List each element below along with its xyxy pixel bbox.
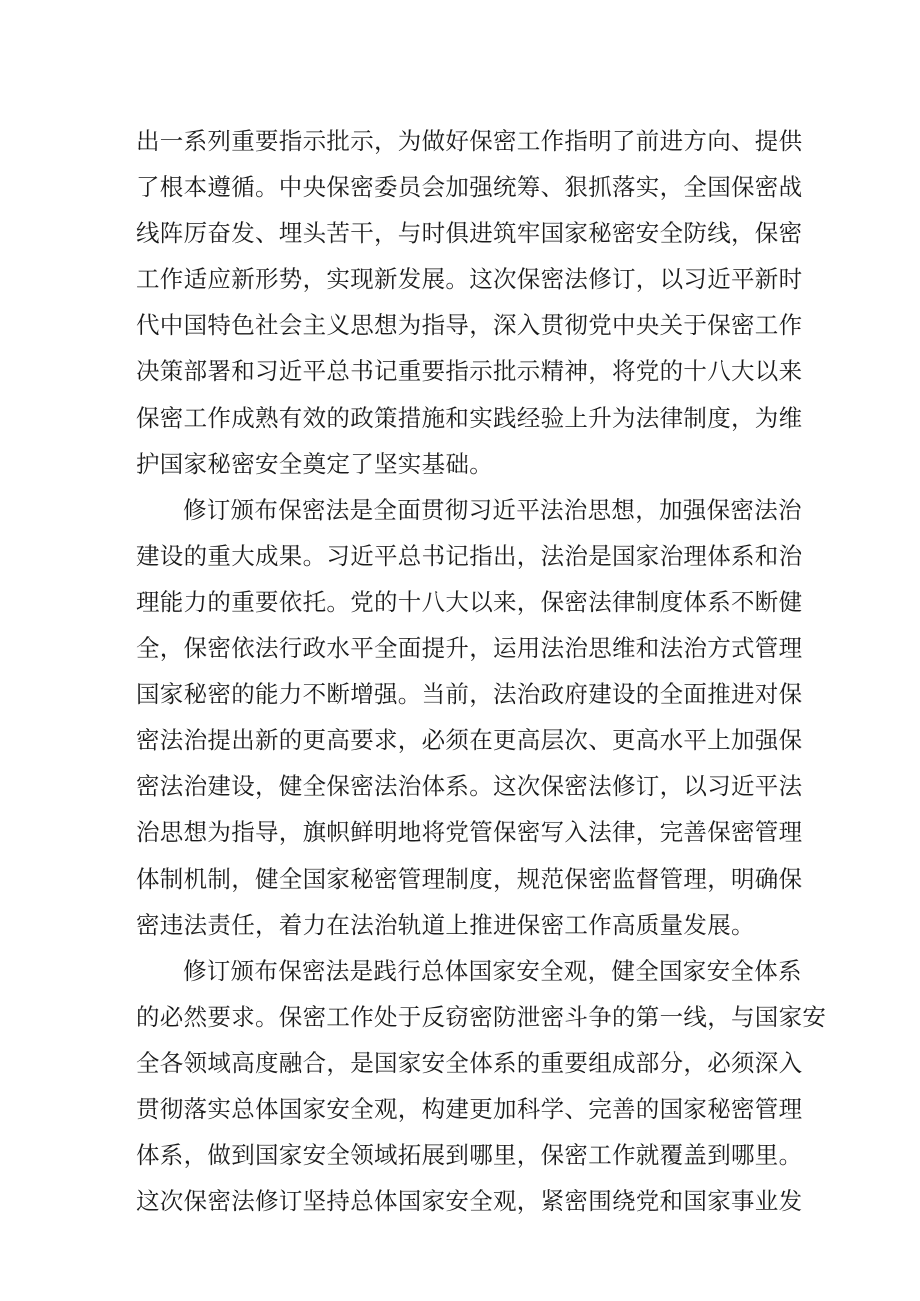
- text-line: 决策部署和习近平总书记重要指示批示精神，将党的十八大以来: [136, 357, 803, 386]
- text-line: 护国家秘密安全奠定了坚实基础。: [136, 449, 493, 478]
- paragraph-3: [136, 948, 827, 1225]
- text-line: 这次保密法修订坚持总体国家安全观，紧密围绕党和国家事业发: [136, 1187, 803, 1216]
- text-line: 保密工作成熟有效的政策措施和实践经验上升为法律制度，为维: [136, 403, 803, 432]
- text-line: 线阵厉奋发、埋头苦干，与时俱进筑牢国家秘密安全防线，保密: [136, 219, 803, 248]
- text-line: 的必然要求。保密工作处于反窃密防泄密斗争的第一线，与国家安: [136, 1002, 827, 1031]
- text-line: 建设的重大成果。习近平总书记指出，法治是国家治理体系和治: [136, 541, 803, 570]
- text-line: 国家秘密的能力不断增强。当前，法治政府建设的全面推进对保: [136, 680, 803, 709]
- text-line: 代中国特色社会主义思想为指导，深入贯彻党中央关于保密工作: [136, 311, 803, 340]
- text-line: 理能力的重要依托。党的十八大以来，保密法律制度体系不断健: [136, 587, 803, 616]
- text-line: 密法治建设，健全保密法治体系。这次保密法修订，以习近平法: [136, 772, 803, 801]
- paragraph-1: [136, 118, 803, 487]
- text-line: 体系，做到国家安全领域拓展到哪里，保密工作就覆盖到哪里。: [136, 1141, 803, 1170]
- text-line: 修订颁布保密法是全面贯彻习近平法治思想，加强保密法治: [183, 495, 802, 524]
- text-line: 密违法责任，着力在法治轨道上推进保密工作高质量发展。: [136, 910, 755, 939]
- text-line: 治思想为指导，旗帜鲜明地将党管保密写入法律，完善保密管理: [136, 818, 803, 847]
- text-line: 全各领域高度融合，是国家安全体系的重要组成部分，必须深入: [136, 1048, 803, 1077]
- text-line: 全，保密依法行政水平全面提升，运用法治思维和法治方式管理: [136, 634, 803, 663]
- document-body: [136, 118, 827, 1224]
- text-line: 出一系列重要指示批示，为做好保密工作指明了前进方向、提供: [136, 127, 803, 155]
- text-line: 贯彻落实总体国家安全观，构建更加科学、完善的国家秘密管理: [136, 1094, 803, 1123]
- text-line: 体制机制，健全国家秘密管理制度，规范保密监督管理，明确保: [136, 864, 803, 893]
- text-line: 修订颁布保密法是践行总体国家安全观，健全国家安全体系: [183, 956, 802, 985]
- text-line: 了根本遵循。中央保密委员会加强统筹、狠抓落实，全国保密战: [136, 173, 803, 202]
- text-line: 密法治提出新的更高要求，必须在更高层次、更高水平上加强保: [136, 726, 803, 755]
- paragraph-2: [136, 487, 803, 948]
- text-line: 工作适应新形势，实现新发展。这次保密法修订，以习近平新时: [136, 265, 803, 294]
